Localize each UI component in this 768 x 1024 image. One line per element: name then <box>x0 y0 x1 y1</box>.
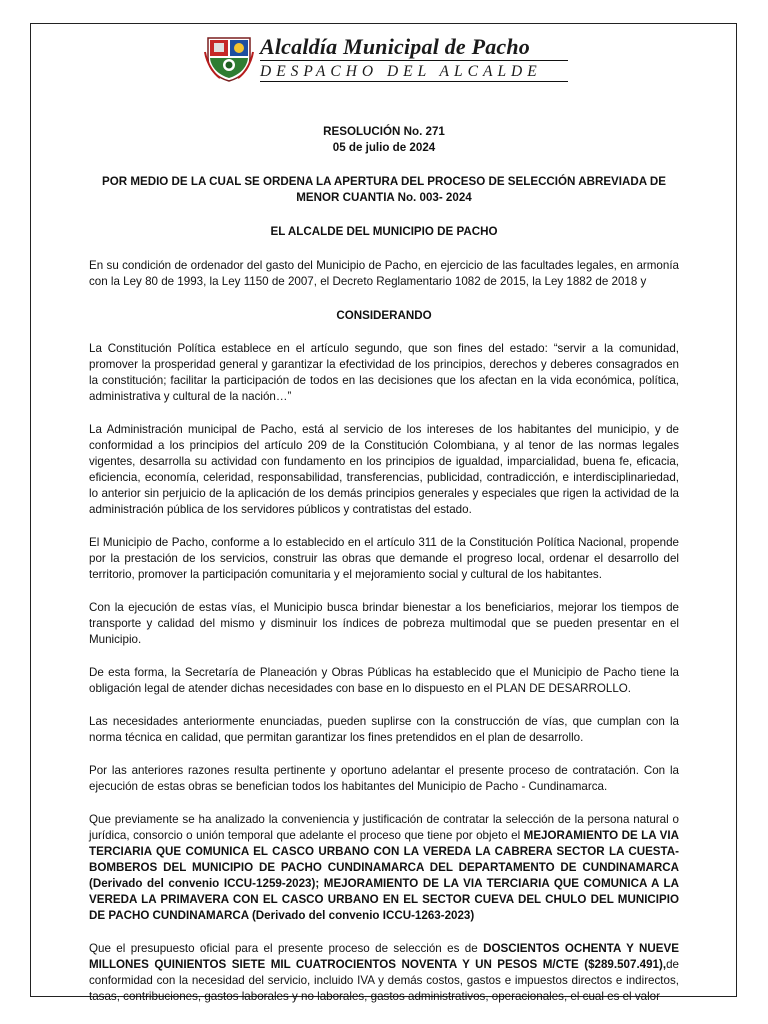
budget-paragraph <box>89 941 679 1005</box>
paragraph: La Constitución Política establece en el artículo segundo, que son fines del estado: “servir a la comunidad, promover la prosperidad general y garantizar la efectividad de los principios, derechos y deberes consagrados en la constitución; facilitar la participación de todos en las decisiones que los afectan en la vida económica, política, administrativa y cultural de la nación…” <box>89 342 679 403</box>
letterhead-subtitle: DESPACHO DEL ALCALDE <box>260 63 542 80</box>
letterhead-rule <box>260 81 568 82</box>
resolution-authority: EL ALCALDE DEL MUNICIPIO DE PACHO <box>270 225 498 238</box>
resolution-date: 05 de julio de 2024 <box>332 141 436 154</box>
resolution-number: RESOLUCIÓN No. 271 <box>323 125 445 138</box>
budget-bold: DOSCIENTOS OCHENTA Y NUEVE MILLONES QUINIENTOS SIETE MIL CUATROCIENTOS NOVENTA Y UN PESOS M/CTE ($289.507.491), <box>89 942 679 971</box>
intro-paragraph: En su condición de ordenador del gasto del Municipio de Pacho, en ejercicio de las facultades legales, en armonía con la Ley 80 de 1993, la Ley 1150 de 2007, el Decreto Reglamentario 1082 de 2015, la Ley 1882 de 2018 y <box>89 259 679 288</box>
paragraph: Con la ejecución de estas vías, el Municipio busca brindar bienestar a los beneficiarios, mejorar los tiempos de transporte y calidad del mismo y disminuir los índices de pobreza multimodal que se pueden presentar en el Municipio. <box>89 601 679 646</box>
budget-rest: de conformidad con la necesidad del servicio, incluido IVA y demás costos, gastos e impuestos directos e indirectos, tasas, contribuciones, gastos laborales y no laborales, gastos administrativos, operacionales, el cual es el valor <box>89 958 679 1003</box>
document-body <box>89 124 679 1005</box>
considerando-heading: CONSIDERANDO <box>336 309 432 322</box>
object-lead: Que previamente se ha analizado la conveniencia y justificación de contratar la selección de la persona natural o jurídica, consorcio o unión temporal que adelante el proceso que tiene por objeto el <box>89 813 679 842</box>
paragraph: De esta forma, la Secretaría de Planeación y Obras Públicas ha establecido que el Municipio de Pacho tiene la obligación legal de atender dichas necesidades con base en lo dispuesto en el PLAN DE DESARROLLO. <box>89 666 679 695</box>
paragraph: El Municipio de Pacho, conforme a lo establecido en el artículo 311 de la Constitución Política Nacional, propende por la prestación de los servicios, construir las obras que demande el progreso local, ordenar el desarrollo del territorio, promover la participación comunitaria y el mejoramiento social y cultural de los habitantes. <box>89 536 679 581</box>
letterhead-title: Alcaldía Municipal de Pacho <box>260 34 531 59</box>
budget-lead: Que el presupuesto oficial para el presente proceso de selección es de <box>89 942 484 955</box>
object-bold: MEJORAMIENTO DE LA VIA TERCIARIA QUE COMUNICA EL CASCO URBANO CON LA VEREDA LA CABRERA SECTOR LA CUESTA-BOMBEROS DEL MUNICIPIO DE PACHO CUNDINAMARCA DEL DEPARTAMENTO DE CUNDINAMARCA (Derivado del convenio ICCU-1259-2023); MEJORAMIENTO DE LA VIA TERCIARIA QUE COMUNICA A LA VEREDA LA PRIMAVERA CON EL CASCO URBANO EN EL SECTOR CUEVA DEL CHULO DEL MUNICIPIO DE PACHO CUNDINAMARCA (Derivado del convenio ICCU-1263-2023) <box>89 829 679 922</box>
paragraph: Las necesidades anteriormente enunciadas, pueden suplirse con la construcción de vías, que cumplan con la norma técnica en calidad, que permitan garantizar los fines pretendidos en el plan de desarrollo. <box>89 715 679 744</box>
paragraph: La Administración municipal de Pacho, está al servicio de los intereses de los habitantes del municipio, y de conformidad a los principios del artículo 209 de la Constitución Colombiana, y al tenor de las normas legales vigentes, desarrolla su actividad con fundamento en los principios de igualdad, imparcialidad, buena fe, eficacia, eficiencia, economía, celeridad, responsabilidad, transferencias, publicidad, contradicción, e interdisciplinariedad, lo anterior sin perjuicio de la aplicación de los demás principios generales y especiales que rigen la actividad de la administración pública de los servidores públicos y contratistas del estado. <box>89 423 679 516</box>
paragraph: Por las anteriores razones resulta pertinente y oportuno adelantar el presente proceso de contratación. Con la ejecución de estas obras se benefician todos los habitantes del Municipio de Pacho - Cundinamarca. <box>89 764 679 793</box>
object-paragraph <box>89 812 679 924</box>
letterhead-rule <box>260 60 568 61</box>
municipal-crest-icon <box>204 34 254 82</box>
letterhead <box>204 34 574 82</box>
resolution-subject: POR MEDIO DE LA CUAL SE ORDENA LA APERTURA DEL PROCESO DE SELECCIÓN ABREVIADA DE MENOR CUANTIA No. 003- 2024 <box>101 175 667 204</box>
